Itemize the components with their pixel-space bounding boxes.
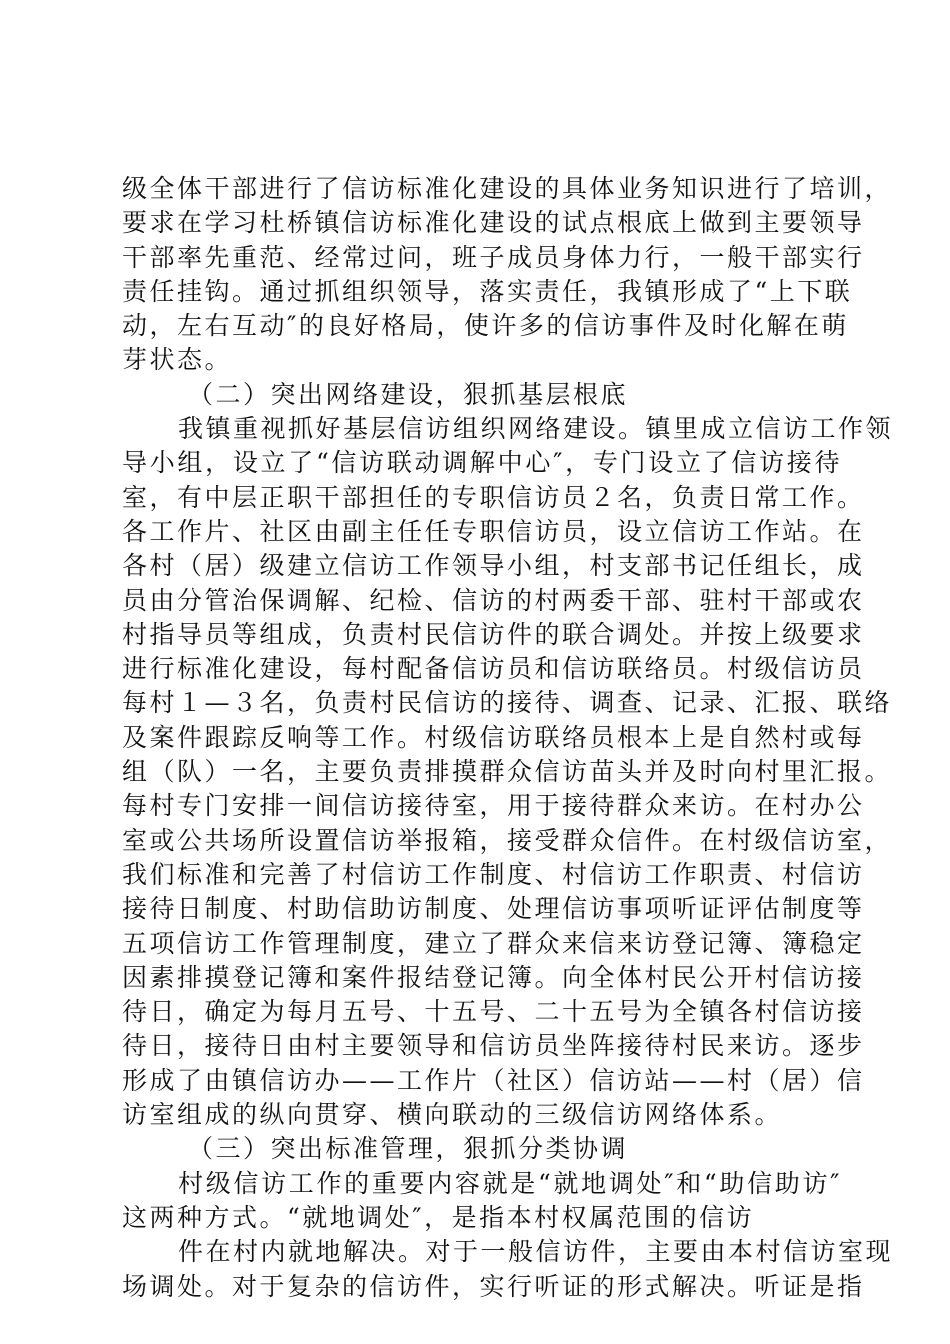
paragraph-first-line: 我镇重视抓好基层信访组织网络建设。镇里成立信访工作领 <box>178 414 894 444</box>
text-line: 组（队）一名，主要负责排摸群众信访苗头并及时向村里汇报。 <box>122 757 893 787</box>
text-line: 村指导员等组成，负责村民信访件的联合调处。并按上级要求 <box>122 619 865 649</box>
text-line: 待日，接待日由村主要领导和信访员坐阵接待村民来访。逐步 <box>122 1031 865 1061</box>
text-line: 室或公共场所设置信访举报箱，接受群众信件。在村级信访室， <box>122 825 893 855</box>
text-line: 因素排摸登记簿和案件报结登记簿。向全体村民公开村信访接 <box>122 962 865 992</box>
text-line: 各村（居）级建立信访工作领导小组，村支部书记任组长，成 <box>122 551 865 581</box>
text-line: 导小组，设立了“信访联动调解中心″，专门设立了信访接待 <box>122 448 842 478</box>
text-line: 干部率先重范、经常过问，班子成员身体力行，一般干部实行 <box>122 242 865 272</box>
text-line: 及案件跟踪反响等工作。村级信访联络员根本上是自然村或每 <box>122 722 865 752</box>
text-line: 责任挂钩。通过抓组织领导，落实责任，我镇形成了“上下联 <box>122 276 853 306</box>
text-line: 待日，确定为每月五号、十五号、二十五号为全镇各村信访接 <box>122 997 865 1027</box>
text-line: 要求在学习杜桥镇信访标准化建设的试点根底上做到主要领导 <box>122 208 865 238</box>
document-body <box>122 172 894 1304</box>
text-line: 每村专门安排一间信访接待室，用于接待群众来访。在村办公 <box>122 791 865 821</box>
text-line: 访室组成的纵向贯穿、横向联动的三级信访网络体系。 <box>122 1100 783 1130</box>
text-line: 级全体干部进行了信访标准化建设的具体业务知识进行了培训， <box>122 174 893 203</box>
text-line: 动，左右互动″的良好格局，使许多的信访事件及时化解在萌 <box>122 311 849 341</box>
text-line: 进行标准化建设，每村配备信访员和信访联络员。村级信访员 <box>122 654 865 684</box>
text-line: 室，有中层正职干部担任的专职信访员２名，负责日常工作。 <box>122 482 865 512</box>
text-line: 每村１—３名，负责村民信访的接待、调查、记录、汇报、联络 <box>122 688 893 718</box>
section-heading: （三）突出标准管理，狠抓分类协调 <box>188 1134 629 1164</box>
text-line: 形成了由镇信访办——工作片（社区）信访站——村（居）信 <box>122 1065 865 1095</box>
text-line: 员由分管治保调解、纪检、信访的村两委干部、驻村干部或农 <box>122 585 865 615</box>
text-line: 芽状态。 <box>122 345 233 375</box>
paragraph-first-line: 村级信访工作的重要内容就是“就地调处″和“助信助访″ <box>178 1168 842 1198</box>
paragraph-first-line: 件在村内就地解决。对于一般信访件，主要由本村信访室现 <box>178 1237 894 1267</box>
text-line: 接待日制度、村助信助访制度、处理信访事项听证评估制度等 <box>122 894 865 924</box>
text-line: 五项信访工作管理制度，建立了群众来信来访登记簿、簿稳定 <box>122 928 865 958</box>
text-line: 这两种方式。“就地调处″，是指本村权属范围的信访 <box>122 1202 755 1232</box>
text-line: 各工作片、社区由副主任任专职信访员，设立信访工作站。在 <box>122 516 865 546</box>
section-heading: （二）突出网络建设，狠抓基层根底 <box>188 379 629 409</box>
text-line: 场调处。对于复杂的信访件，实行听证的形式解决。听证是指 <box>122 1271 865 1301</box>
text-line: 我们标准和完善了村信访工作制度、村信访工作职责、村信访 <box>122 859 865 889</box>
